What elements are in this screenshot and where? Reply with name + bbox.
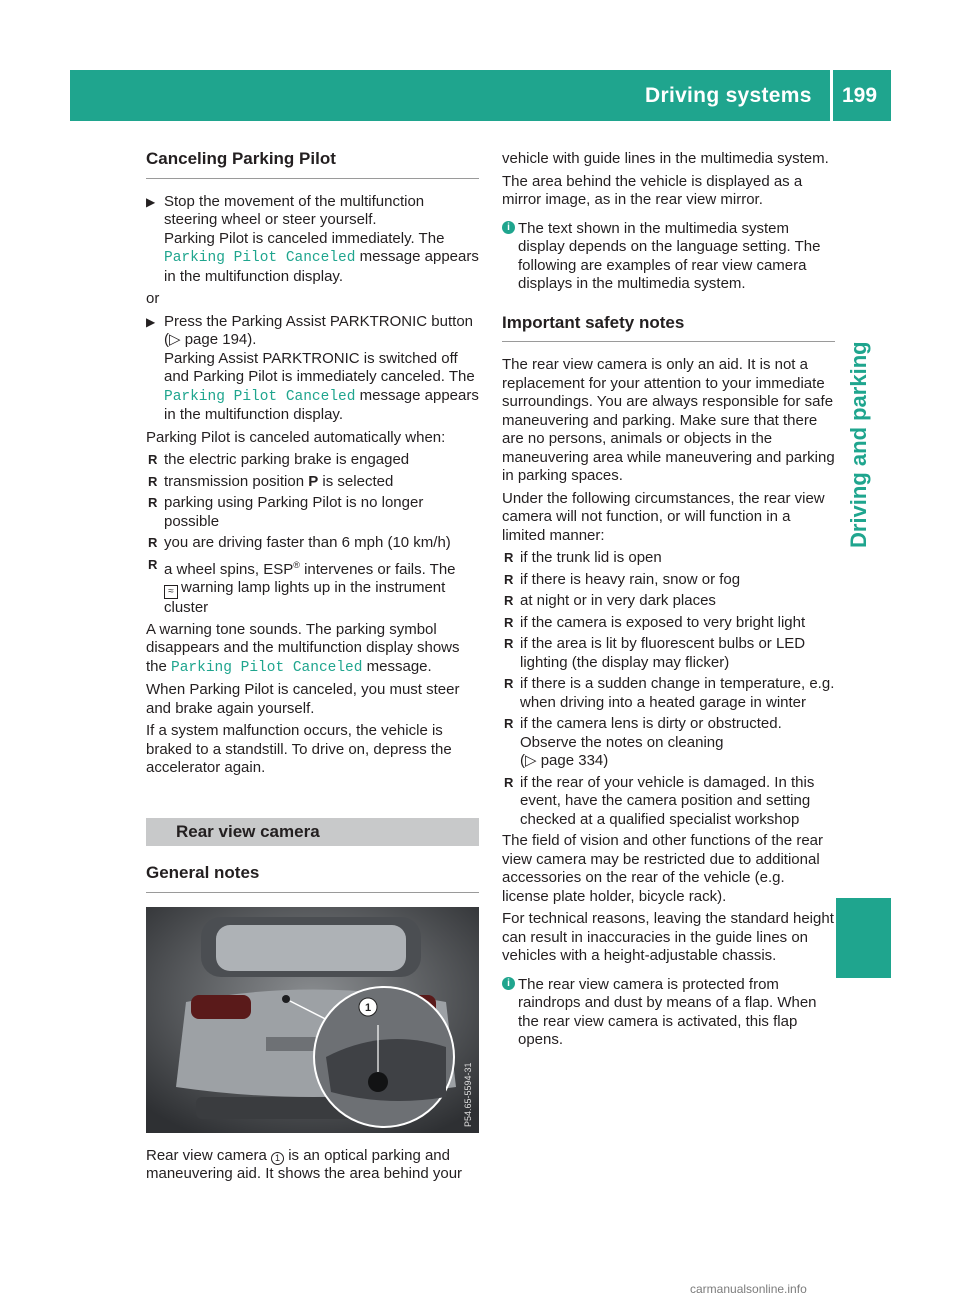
list-item-text: you are driving faster than 6 mph (10 km/h) <box>164 534 451 551</box>
list-item-text: if the rear of your vehicle is damaged. In this event, have the camera position and setting checked at a qualified specialist workshop <box>520 773 815 828</box>
header-bar <box>70 70 891 121</box>
step-arrow-icon: ▶ <box>146 314 156 329</box>
info-icon: i <box>502 977 515 990</box>
list-item-text: if the camera lens is dirty or obstructed. Observe the notes on cleaning <box>520 715 782 751</box>
mirror-image-text: The area behind the vehicle is displayed as a mirror image, as in the rear view mirror. <box>502 172 803 208</box>
guide-lines-text: vehicle with guide lines in the multimedia system. <box>502 150 829 167</box>
list-item <box>502 571 835 590</box>
or-text: or <box>146 290 160 307</box>
bullet-icon: R <box>504 676 514 691</box>
circumstances-intro: Under the following circumstances, the rear view camera will not function, or will function in a limited manner: <box>502 489 825 544</box>
bullet-icon: R <box>148 556 158 572</box>
step-text: Parking Assist PARKTRONIC is switched off and Parking Pilot is immediately canceled. The <box>164 349 475 385</box>
section-rear-view-camera: Rear view camera <box>146 818 479 847</box>
bullet-icon: R <box>148 495 158 510</box>
list-item <box>502 774 835 830</box>
step-text: Parking Pilot is canceled immediately. The <box>164 229 445 247</box>
info-text: The text shown in the multimedia system display depends on the language setting. The following are examples of rear view camera displays in the multimedia system. <box>518 219 821 292</box>
left-column <box>146 150 479 1188</box>
bullet-icon: R <box>148 452 158 467</box>
list-item: R if the camera lens is dirty or obstructed. Observe the notes on cleaning (▷ page 334) <box>504 715 782 769</box>
list-item-text: at night or in very dark places <box>520 592 716 609</box>
list-item <box>146 556 479 618</box>
list-item-text: if the trunk lid is open <box>520 549 662 566</box>
step-text: Stop the movement of the multifunction steering wheel or steer yourself. <box>164 192 425 228</box>
display-message: Parking Pilot Canceled <box>164 388 356 405</box>
heading-general-notes: General notes <box>146 864 479 893</box>
bullet-icon: R <box>504 571 514 587</box>
step-text: message appears in the multifunction display. <box>164 248 479 285</box>
paragraph-text: message. <box>366 657 432 675</box>
info-icon: i <box>502 221 515 234</box>
info-text: The rear view camera is protected from raindrops and dust by means of a flap. When the rear view camera is activated, this flap opens. <box>518 975 817 1048</box>
callout-number: 1 <box>271 1152 284 1165</box>
list-item-text: parking using Parking Pilot is no longer possible <box>164 494 424 530</box>
auto-cancel-intro: Parking Pilot is canceled automatically when: <box>146 428 446 446</box>
page-reference[interactable]: page 194). <box>184 331 257 348</box>
list-item-text: warning lamp lights up in the instrument cluster <box>164 579 446 616</box>
right-column <box>502 150 835 1056</box>
list-item-text: if there is a sudden change in temperature, e.g. when driving into a heated garage in winter <box>520 675 835 711</box>
list-item <box>502 675 835 712</box>
field-of-vision-text: The field of vision and other functions of the rear view camera may be restricted due to additional accessories on the rear of the vehicle (e.g. license plate holder, bicycle rack). <box>502 832 824 905</box>
warning-tone-text <box>146 621 479 678</box>
skid-warning-lamp-icon: ≈ <box>164 585 178 599</box>
header-divider <box>830 70 833 121</box>
bullet-icon: R <box>504 593 514 608</box>
camera-caption <box>146 1147 479 1184</box>
list-item-text: if there is heavy rain, snow or fog <box>520 570 741 588</box>
bullet-icon: R <box>504 550 514 565</box>
list-item-text: a wheel spins, ESP <box>164 560 294 578</box>
bullet-icon: R <box>504 636 514 651</box>
bullet-icon: R <box>148 473 158 489</box>
heading-canceling-parking-pilot: Canceling Parking Pilot <box>146 150 479 179</box>
list-item <box>502 614 835 633</box>
list-item-text: the electric parking brake is engaged <box>164 451 410 468</box>
list-item-text: if the area is lit by fluorescent bulbs or LED lighting (the display may flicker) <box>520 635 806 671</box>
list-item <box>502 635 835 672</box>
info-note-language <box>502 220 835 294</box>
page-reference[interactable]: page 334) <box>540 752 609 769</box>
page-ref-arrow-icon: ▷ <box>169 331 185 348</box>
paragraph-text: is an optical parking and maneuvering aid. It shows the area behind your <box>146 1146 463 1182</box>
registered-mark: ® <box>293 559 300 570</box>
side-tab-label: Driving and parking <box>846 341 871 548</box>
paragraph-text: Rear view camera <box>146 1146 267 1164</box>
step-stop-steering <box>146 193 479 287</box>
page-number: 199 <box>842 84 878 107</box>
malfunction-text: If a system malfunction occurs, the vehicle is braked to a standstill. To drive on, depress the accelerator again. <box>146 722 452 776</box>
step-arrow-icon: ▶ <box>146 194 156 209</box>
paragraph-text: A warning tone sounds. The parking symbol disappears and the multifunction display shows the <box>146 620 460 675</box>
side-tab-marker <box>836 898 891 978</box>
list-item-text: is selected <box>322 472 394 490</box>
bullet-icon: R <box>504 614 514 630</box>
display-message: Parking Pilot Canceled <box>171 659 363 676</box>
rear-view-camera-photo <box>146 907 479 1133</box>
list-item <box>146 494 479 531</box>
vehicle-rear-illustration <box>146 907 479 1133</box>
page-ref-arrow-icon: ▷ <box>525 752 541 769</box>
gear-position: P <box>308 472 319 490</box>
bullet-icon: R <box>148 535 158 550</box>
list-item <box>502 592 835 611</box>
bullet-icon: R <box>504 774 514 790</box>
list-item-text: if the camera is exposed to very bright light <box>520 613 806 631</box>
bullet-icon: R <box>504 716 514 731</box>
step-press-button <box>146 313 479 425</box>
list-item <box>502 549 835 568</box>
list-item <box>146 473 479 492</box>
step-text: message appears in the multifunction display. <box>164 386 479 423</box>
heading-important-safety-notes: Important safety notes <box>502 314 835 343</box>
list-item <box>146 534 479 553</box>
watermark: carmanualsonline.info <box>690 1282 807 1296</box>
callout-number: 1 <box>364 1001 372 1014</box>
chapter-title: Driving systems <box>645 84 812 107</box>
step-text: Press the Parking Assist PARKTRONIC button ( <box>164 312 474 348</box>
safety-paragraph: The rear view camera is only an aid. It is not a replacement for your attention to your immediate surroundings. You are always responsible for safe maneuvering and parking. Make sure that there are no persons, animals or objects in the maneuvering area while maneuvering and parking in parking spaces. <box>502 356 835 484</box>
list-item <box>146 451 479 470</box>
list-item-text: transmission position <box>164 472 305 490</box>
list-item-text: intervenes or fails. The <box>304 560 456 578</box>
display-message: Parking Pilot Canceled <box>164 250 356 266</box>
figure-code: P54.65-5594-31 <box>463 1061 473 1127</box>
steer-text: When Parking Pilot is canceled, you must steer and brake again yourself. <box>146 681 460 717</box>
technical-reasons-text: For technical reasons, leaving the standard height can result in inaccuracies in the guide lines on vehicles with a height-adjustable chassis. <box>502 910 834 964</box>
info-note-flap <box>502 976 835 1050</box>
